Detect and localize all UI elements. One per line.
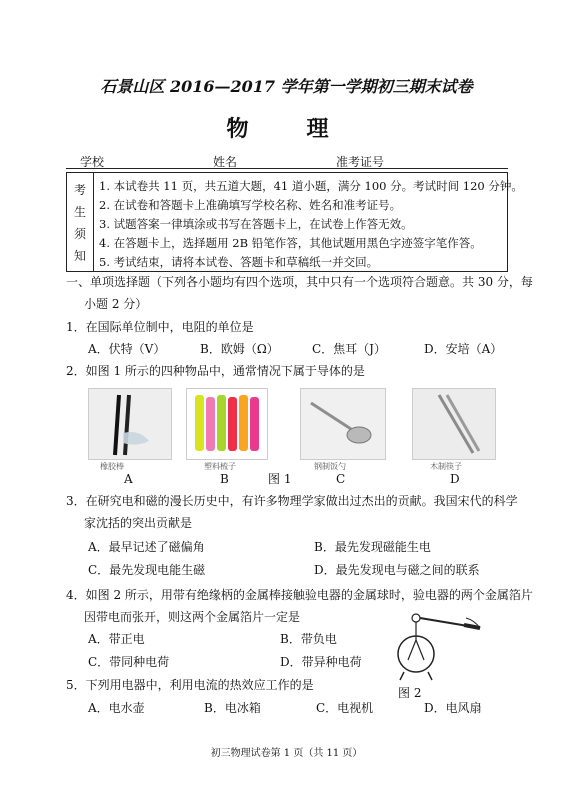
q5-option-a: A．电水壶 (88, 701, 145, 715)
letter-d: D (450, 472, 460, 486)
q4-option-d: D．带异种电荷 (280, 655, 362, 669)
q3-option-d: D．最先发现电与磁之间的联系 (314, 563, 480, 577)
info-underline (66, 168, 508, 169)
note-item: 5. 考试结束，请将本试卷、答题卡和草稿纸一并交回。 (99, 255, 379, 269)
caption-d: 木制筷子 (430, 462, 462, 471)
section-heading-cont: 小题 2 分） (84, 297, 148, 311)
figure-1-label: 图 1 (268, 472, 292, 486)
notes-heading-char: 考 (74, 183, 87, 197)
question-1-stem: 1．在国际单位制中，电阻的单位是 (66, 320, 254, 334)
note-item: 4. 在答题卡上，选择题用 2B 铅笔作答，其他试题用黑色字迹签字笔作答。 (99, 236, 482, 250)
letter-c: C (336, 472, 346, 486)
q3-option-c: C．最先发现电能生磁 (88, 563, 206, 577)
question-3-stem: 3．在研究电和磁的漫长历史中，有许多物理学家做出过杰出的贡献。我国宋代的科学 (66, 494, 518, 508)
question-2-stem: 2．如图 1 所示的四种物品中，通常情况下属于导体的是 (66, 364, 365, 378)
electroscope-diagram (380, 604, 490, 682)
caption-c: 钢制饭勺 (314, 462, 346, 471)
q5-option-d: D．电风扇 (424, 701, 482, 715)
q1-option-a: A．伏特（V） (88, 342, 166, 356)
plastic-comb-image (187, 389, 267, 459)
note-item: 1. 本试卷共 11 页，共五道大题，41 道小题，满分 100 分。考试时间 120 分钟。 (99, 179, 523, 193)
subject-title: 物 理 (226, 116, 347, 142)
steel-spoon-photo (300, 388, 386, 460)
q5-option-c: C．电视机 (316, 701, 374, 715)
question-4-stem: 4．如图 2 所示，用带有绝缘柄的金属棒接触验电器的金属球时，验电器的两个金属箔片 (66, 588, 533, 602)
q3-option-b: B．最先发现磁能生电 (314, 540, 431, 554)
q4-option-a: A．带正电 (88, 632, 145, 646)
notes-heading (67, 173, 94, 271)
rubber-rod-image (89, 389, 171, 459)
caption-b: 塑料梳子 (204, 462, 236, 471)
letter-a: A (124, 472, 133, 486)
q4-option-b: B．带负电 (280, 632, 337, 646)
steel-spoon-image (301, 389, 385, 459)
section-heading: 一、单项选择题（下列各小题均有四个选项，其中只有一个选项符合题意。共 30 分，每 (66, 275, 533, 289)
letter-b: B (220, 472, 229, 486)
notes-heading-char: 须 (74, 227, 87, 241)
ticket-label: 准考证号 (336, 155, 385, 169)
caption-a: 橡胶棒 (100, 462, 124, 471)
notes-heading-char: 知 (74, 249, 87, 263)
question-5-stem: 5．下列用电器中，利用电流的热效应工作的是 (66, 678, 314, 692)
note-item: 2. 在试卷和答题卡上准确填写学校名称、姓名和准考证号。 (99, 198, 402, 212)
notes-heading-char: 生 (74, 205, 87, 219)
q3-option-a: A．最早记述了磁偏角 (88, 540, 205, 554)
q1-option-d: D．安培（A） (424, 342, 503, 356)
name-label: 姓名 (213, 155, 238, 169)
q5-option-b: B．电冰箱 (204, 701, 261, 715)
school-label: 学校 (80, 155, 105, 169)
plastic-comb-photo (186, 388, 268, 460)
wooden-chopsticks-photo (412, 388, 496, 460)
figure-2-label: 图 2 (398, 686, 422, 700)
note-item: 3. 试题答案一律填涂或书写在答题卡上，在试卷上作答无效。 (99, 217, 413, 231)
q4-option-c: C．带同种电荷 (88, 655, 170, 669)
question-3-stem-cont: 家沈括的突出贡献是 (84, 516, 193, 530)
page-footer: 初三物理试卷第 1 页（共 11 页） (210, 748, 363, 759)
q1-option-c: C．焦耳（J） (312, 342, 386, 356)
question-4-stem-cont: 因带电而张开，则这两个金属箔片一定是 (84, 610, 301, 624)
wooden-chopsticks-image (413, 389, 495, 459)
exam-title: 石景山区 2016—2017 学年第一学期初三期末试卷 (100, 77, 473, 96)
rubber-rod-photo (88, 388, 172, 460)
exam-notes-box (66, 172, 523, 272)
q1-option-b: B．欧姆（Ω） (200, 342, 279, 356)
